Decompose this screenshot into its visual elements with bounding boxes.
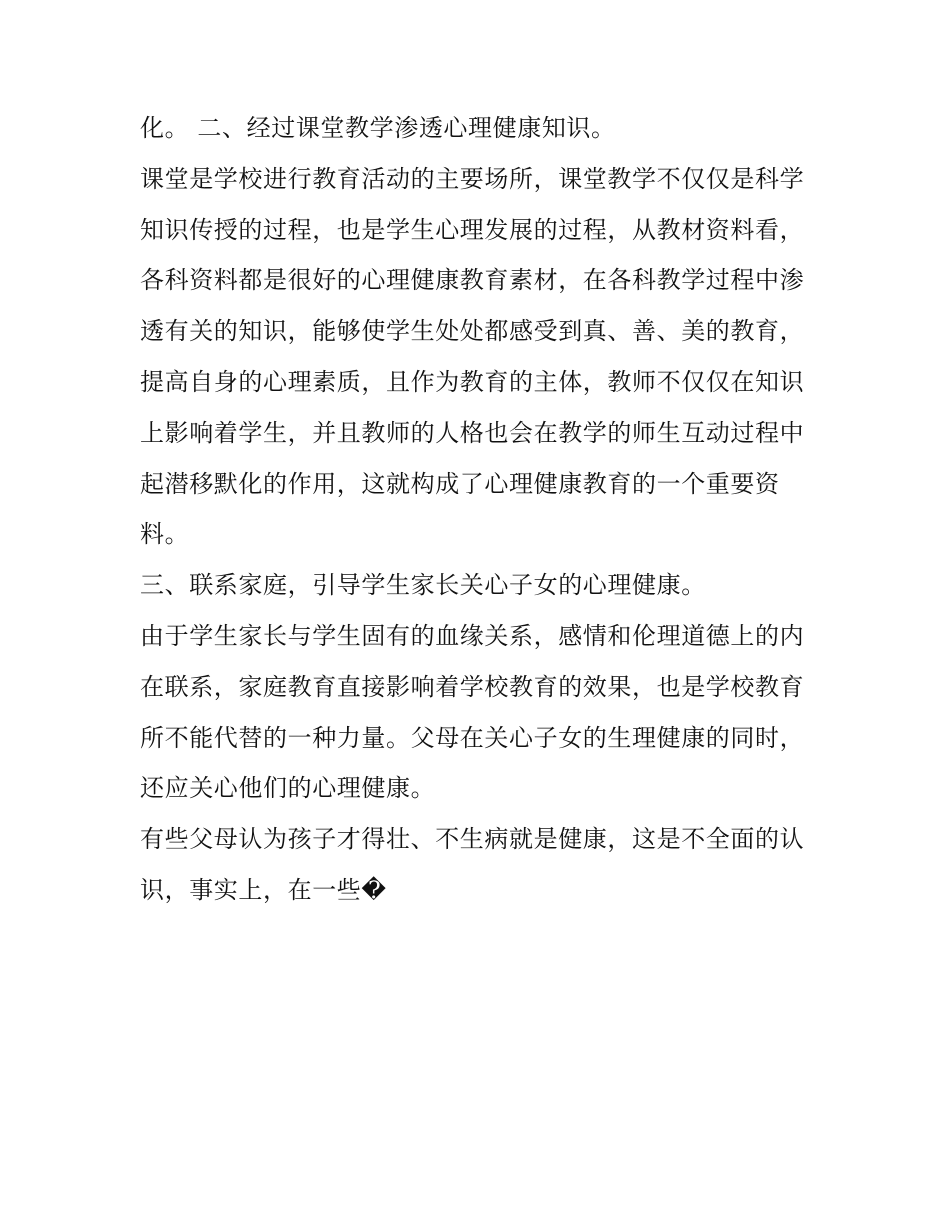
text-line: 识，事实上，在一些� bbox=[140, 875, 387, 904]
text-line: 上影响着学生，并且教师的人格也会在教学的师生互动过程中 bbox=[140, 418, 805, 447]
text-line: 提高自身的心理素质，且作为教育的主体，教师不仅仅在知识 bbox=[140, 367, 805, 396]
text-line: 化。 二、经过课堂教学渗透心理健康知识。 bbox=[140, 114, 616, 142]
text-line: 各科资料都是很好的心理健康教育素材，在各科教学过程中渗 bbox=[140, 266, 805, 295]
text-line: 起潜移默化的作用，这就构成了心理健康教育的一个重要资 bbox=[140, 469, 780, 498]
section-heading: 三、联系家庭，引导学生家长关心子女的心理健康。 bbox=[140, 571, 706, 600]
body-text bbox=[140, 108, 820, 921]
text-line: 由于学生家长与学生固有的血缘关系，感情和伦理道德上的内 bbox=[140, 621, 805, 650]
text-line: 还应关心他们的心理健康。 bbox=[140, 774, 436, 803]
text-line: 料。 bbox=[140, 520, 190, 549]
text-line: 在联系，家庭教育直接影响着学校教育的效果，也是学校教育 bbox=[140, 672, 805, 701]
text-line: 透有关的知识，能够使学生处处都感受到真、善、美的教育， bbox=[140, 317, 805, 346]
text-line: 课堂是学校进行教育活动的主要场所，课堂教学不仅仅是科学 bbox=[140, 164, 805, 193]
text-line: 有些父母认为孩子才得壮、不生病就是健康，这是不全面的认 bbox=[140, 825, 805, 854]
text-line: 知识传授的过程，也是学生心理发展的过程，从教材资料看， bbox=[140, 215, 805, 244]
text-line: 所不能代替的一种力量。父母在关心子女的生理健康的同时， bbox=[140, 723, 805, 752]
